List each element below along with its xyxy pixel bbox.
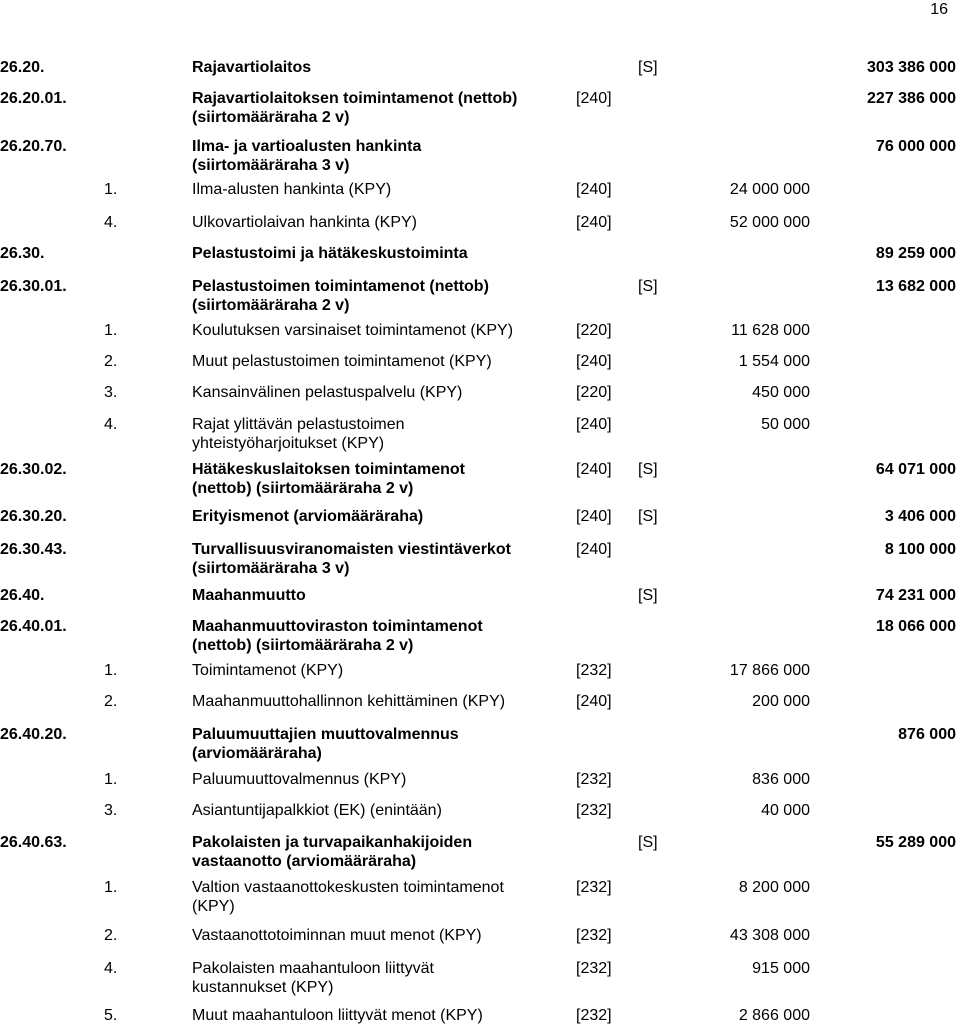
sub-item-text-line: Pakolaisten maahantuloon liittyvät (192, 960, 434, 977)
sub-item-text-line-2: kustannukset (KPY) (192, 979, 334, 996)
sub-amount: 40 000 (761, 802, 810, 819)
total-amount: 227 386 000 (867, 90, 956, 107)
sub-item-number: 4. (104, 960, 118, 977)
item-title (192, 89, 517, 127)
item-title (192, 617, 483, 655)
sub-amount: 836 000 (752, 771, 810, 788)
sub-item-text-line: Kansainvälinen pelastuspalvelu (KPY) (192, 384, 463, 401)
sub-amount: 11 628 000 (731, 322, 810, 339)
item-title (192, 725, 459, 763)
sub-item-text-line: Ilma-alusten hankinta (KPY) (192, 181, 392, 198)
item-code: 26.40.20. (0, 726, 67, 743)
total-amount: 3 406 000 (884, 508, 956, 525)
item-title-line: Paluumuuttajien muuttovalmennus (192, 726, 459, 743)
sub-item-number: 5. (104, 1007, 118, 1024)
item-title (192, 507, 423, 526)
item-code: 26.30.01. (0, 278, 67, 295)
sub-amount: 915 000 (752, 960, 810, 977)
item-title-line-2: (siirtomääräraha 3 v) (192, 157, 350, 174)
sub-item-text (192, 321, 513, 340)
control-code: [232] (576, 879, 612, 896)
item-title-line-2: (nettob) (siirtomääräraha 2 v) (192, 637, 414, 654)
item-code: 26.30.20. (0, 508, 67, 525)
flag-marker: [S] (638, 461, 658, 478)
sub-item-text (192, 1006, 483, 1025)
flag-marker: [S] (638, 59, 658, 76)
sub-item-number: 4. (104, 416, 118, 433)
control-code: [232] (576, 960, 612, 977)
sub-item-text (192, 180, 391, 199)
sub-amount: 52 000 000 (729, 214, 810, 231)
page-number: 16 (930, 1, 948, 18)
item-code: 26.40.01. (0, 618, 67, 635)
total-amount: 13 682 000 (875, 278, 956, 295)
control-code: [240] (576, 461, 612, 478)
sub-item-number: 2. (104, 353, 118, 370)
total-amount: 89 259 000 (875, 245, 956, 262)
sub-item-text (192, 926, 482, 945)
sub-item-number: 1. (104, 662, 118, 679)
item-code: 26.30. (0, 245, 45, 262)
sub-item-text (192, 959, 434, 997)
item-title-line-2: (nettob) (siirtomääräraha 2 v) (192, 480, 414, 497)
flag-marker: [S] (638, 278, 658, 295)
item-title-line: Rajavartiolaitos (192, 59, 312, 76)
control-code: [220] (576, 322, 612, 339)
sub-amount: 450 000 (752, 384, 810, 401)
sub-item-text-line: Koulutuksen varsinaiset toimintamenot (KPY) (192, 322, 514, 339)
item-title-line-2: (siirtomääräraha 2 v) (192, 297, 350, 314)
control-code: [232] (576, 662, 612, 679)
sub-amount: 24 000 000 (729, 181, 810, 198)
sub-amount: 200 000 (752, 693, 810, 710)
sub-item-text-line: Asiantuntijapalkkiot (EK) (enintään) (192, 802, 442, 819)
item-code: 26.20. (0, 59, 45, 76)
sub-item-text-line: Muut pelastustoimen toimintamenot (KPY) (192, 353, 492, 370)
item-title-line: Maahanmuuttoviraston toimintamenot (192, 618, 483, 635)
item-title (192, 244, 468, 263)
sub-item-text (192, 801, 442, 820)
control-code: [240] (576, 90, 612, 107)
sub-amount: 1 554 000 (738, 353, 810, 370)
flag-marker: [S] (638, 587, 658, 604)
control-code: [232] (576, 927, 612, 944)
item-title-line: Turvallisuusviranomaisten viestintäverkot (192, 541, 511, 558)
sub-item-number: 4. (104, 214, 118, 231)
sub-item-text-line: Toimintamenot (KPY) (192, 662, 344, 679)
item-title-line: Ilma- ja vartioalusten hankinta (192, 138, 422, 155)
sub-item-text-line: Muut maahantuloon liittyvät menot (KPY) (192, 1007, 483, 1024)
control-code: [240] (576, 693, 612, 710)
sub-item-number: 2. (104, 693, 118, 710)
item-code: 26.20.70. (0, 138, 67, 155)
item-code: 26.40.63. (0, 834, 67, 851)
item-title-line-2: (siirtomääräraha 2 v) (192, 109, 350, 126)
sub-item-text (192, 661, 343, 680)
total-amount: 74 231 000 (875, 587, 956, 604)
item-code: 26.20.01. (0, 90, 67, 107)
item-title (192, 540, 511, 578)
total-amount: 8 100 000 (884, 541, 956, 558)
item-title (192, 137, 421, 175)
item-title-line: Pelastustoimen toimintamenot (nettob) (192, 278, 489, 295)
sub-item-number: 1. (104, 771, 118, 788)
sub-item-text (192, 415, 405, 453)
sub-item-text-line-2: yhteistyöharjoitukset (KPY) (192, 435, 385, 452)
sub-item-text (192, 383, 462, 402)
total-amount: 76 000 000 (875, 138, 956, 155)
item-title (192, 833, 472, 871)
sub-item-number: 3. (104, 802, 118, 819)
control-code: [232] (576, 1007, 612, 1024)
sub-item-text-line: Valtion vastaanottokeskusten toimintamenot (192, 879, 504, 896)
sub-item-number: 1. (104, 181, 118, 198)
control-code: [232] (576, 802, 612, 819)
sub-item-text-line: Paluumuuttovalmennus (KPY) (192, 771, 407, 788)
sub-amount: 2 866 000 (738, 1007, 810, 1024)
total-amount: 18 066 000 (875, 618, 956, 635)
item-code: 26.30.43. (0, 541, 67, 558)
total-amount: 303 386 000 (867, 59, 956, 76)
sub-item-text (192, 878, 504, 916)
sub-amount: 17 866 000 (729, 662, 810, 679)
sub-item-text (192, 770, 406, 789)
sub-item-text-line: Maahanmuuttohallinnon kehittäminen (KPY) (192, 693, 506, 710)
sub-item-number: 1. (104, 879, 118, 896)
sub-item-text (192, 213, 417, 232)
sub-item-text (192, 352, 492, 371)
sub-amount: 43 308 000 (729, 927, 810, 944)
sub-item-text-line: Rajat ylittävän pelastustoimen (192, 416, 405, 433)
item-title-line-2: vastaanotto (arviomääräraha) (192, 853, 417, 870)
item-title-line-2: (arviomääräraha) (192, 745, 322, 762)
sub-item-text-line-2: (KPY) (192, 898, 235, 915)
item-title-line: Erityismenot (arviomääräraha) (192, 508, 424, 525)
item-title-line: Rajavartiolaitoksen toimintamenot (nettob) (192, 90, 518, 107)
sub-item-number: 3. (104, 384, 118, 401)
control-code: [240] (576, 181, 612, 198)
total-amount: 55 289 000 (875, 834, 956, 851)
item-code: 26.40. (0, 587, 45, 604)
item-title-line-2: (siirtomääräraha 3 v) (192, 560, 350, 577)
sub-item-number: 1. (104, 322, 118, 339)
control-code: [240] (576, 541, 612, 558)
sub-item-text (192, 692, 505, 711)
control-code: [240] (576, 416, 612, 433)
item-title (192, 586, 306, 605)
item-title (192, 277, 489, 315)
sub-amount: 50 000 (761, 416, 810, 433)
control-code: [240] (576, 508, 612, 525)
item-title (192, 460, 465, 498)
item-code: 26.30.02. (0, 461, 67, 478)
item-title (192, 58, 311, 77)
flag-marker: [S] (638, 508, 658, 525)
total-amount: 64 071 000 (875, 461, 956, 478)
control-code: [220] (576, 384, 612, 401)
control-code: [232] (576, 771, 612, 788)
sub-item-number: 2. (104, 927, 118, 944)
flag-marker: [S] (638, 834, 658, 851)
total-amount: 876 000 (898, 726, 956, 743)
sub-amount: 8 200 000 (738, 879, 810, 896)
item-title-line: Pakolaisten ja turvapaikanhakijoiden (192, 834, 473, 851)
item-title-line: Hätäkeskuslaitoksen toimintamenot (192, 461, 465, 478)
control-code: [240] (576, 214, 612, 231)
control-code: [240] (576, 353, 612, 370)
item-title-line: Pelastustoimi ja hätäkeskustoiminta (192, 245, 468, 262)
sub-item-text-line: Vastaanottotoiminnan muut menot (KPY) (192, 927, 482, 944)
sub-item-text-line: Ulkovartiolaivan hankinta (KPY) (192, 214, 417, 231)
item-title-line: Maahanmuutto (192, 587, 306, 604)
